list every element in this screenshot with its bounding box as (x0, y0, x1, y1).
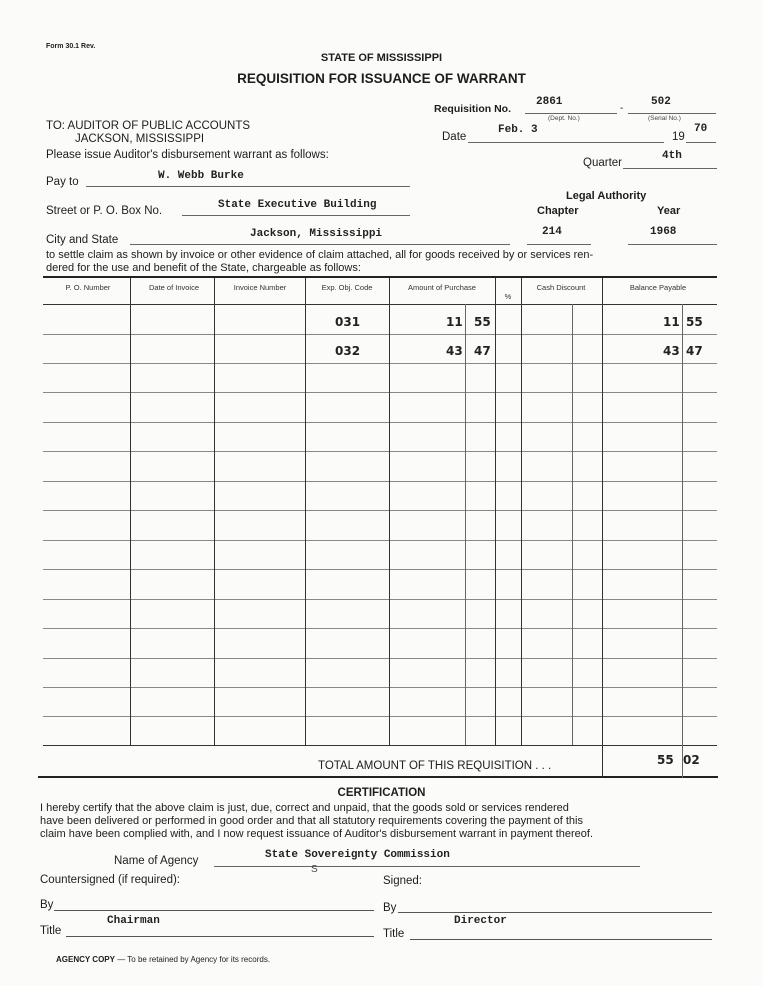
total-dollars: 55 (657, 753, 674, 767)
footer-bold: AGENCY COPY (56, 955, 115, 964)
agency-value: State Sovereignty Commission (265, 849, 450, 861)
row-2-exp-code: 032 (335, 344, 361, 358)
dept-caption: (Dept. No.) (548, 115, 580, 122)
header-balance-payable: Balance Payable (629, 283, 687, 292)
right-title-value: Director (454, 915, 507, 927)
countersigned-label: Countersigned (if required): (40, 874, 180, 886)
row-2-balance-cents: 47 (686, 344, 703, 358)
state-heading: STATE OF MISSISSIPPI (320, 52, 443, 64)
total-cents: 02 (683, 753, 700, 767)
row-2-balance-dollars: 43 (663, 344, 680, 358)
header-cash-discount: Cash Discount (536, 283, 586, 292)
dept-number: 2861 (536, 96, 563, 108)
certification-line-3: claim have been complied with, and I now request issuance of Auditor's disbursement warrant in payment thereof. (40, 828, 594, 840)
form-number: Form 30.1 Rev. (46, 43, 96, 50)
right-title-label: Title (383, 928, 405, 940)
date-year-suffix: 70 (694, 123, 708, 135)
left-by-label: By (40, 899, 54, 911)
serial-caption: (Serial No.) (648, 115, 681, 122)
chapter-value: 214 (542, 226, 562, 238)
city-label: City and State (46, 234, 119, 246)
page-title: REQUISITION FOR ISSUANCE OF WARRANT (237, 71, 526, 86)
header-amount-of-purchase: Amount of Purchase (408, 283, 476, 292)
street-label: Street or P. O. Box No. (46, 205, 163, 217)
row-1-balance-cents: 55 (686, 315, 703, 329)
signed-label: Signed: (383, 875, 423, 887)
date-label: Date (442, 131, 467, 143)
agency-mark: S (311, 864, 318, 875)
date-value: Feb. 3 (498, 124, 538, 136)
header-percent: % (504, 292, 512, 301)
settle-text-line-2: dered for the use and benefit of the State, chargeable as follows: (46, 262, 361, 274)
to-line-1: TO: AUDITOR OF PUBLIC ACCOUNTS (46, 120, 251, 132)
pay-to-value: W. Webb Burke (158, 170, 244, 182)
header-date-of-invoice: Date of Invoice (148, 283, 200, 292)
row-2-amount-dollars: 43 (446, 344, 463, 358)
header-exp-obj-code: Exp. Obj. Code (321, 283, 373, 292)
pay-to-label: Pay to (46, 176, 79, 188)
street-value: State Executive Building (218, 199, 377, 211)
quarter-value: 4th (662, 150, 682, 162)
header-po-number: P. O. Number (65, 283, 111, 292)
right-by-label: By (383, 902, 397, 914)
requisition-label: Requisition No. (434, 103, 511, 115)
year-label: Year (657, 205, 681, 217)
total-label: TOTAL AMOUNT OF THIS REQUISITION . . . (318, 760, 552, 772)
footer-note (56, 955, 270, 964)
row-1-amount-dollars: 11 (446, 315, 463, 329)
header-invoice-number: Invoice Number (233, 283, 287, 292)
chapter-label: Chapter (537, 205, 579, 217)
certification-line-1: I hereby certify that the above claim is just, due, correct and unpaid, that the goods sold or services rendered (40, 802, 569, 814)
settle-text-line-1: to settle claim as shown by invoice or other evidence of claim attached, all for goods received by or services ren- (46, 249, 594, 261)
quarter-label: Quarter (583, 157, 622, 169)
serial-number: 502 (651, 96, 671, 108)
certification-heading: CERTIFICATION (337, 787, 426, 799)
year-value: 1968 (650, 226, 677, 238)
row-2-amount-cents: 47 (474, 344, 491, 358)
row-1-exp-code: 031 (335, 315, 361, 329)
row-1-amount-cents: 55 (474, 315, 491, 329)
date-year-prefix: 19 (672, 131, 685, 143)
footer-rest: — To be retained by Agency for its records. (117, 955, 271, 964)
row-1-balance-dollars: 11 (663, 315, 680, 329)
please-issue-text: Please issue Auditor's disbursement warrant as follows: (46, 149, 329, 161)
agency-label: Name of Agency (114, 855, 199, 867)
left-title-label: Title (40, 925, 62, 937)
left-title-value: Chairman (107, 915, 160, 927)
legal-authority-label: Legal Authority (566, 190, 647, 202)
to-line-2: JACKSON, MISSISSIPPI (75, 133, 205, 145)
certification-line-2: have been delivered or performed in good order and that all statutory requirements covering the payment of this (40, 815, 583, 827)
city-value: Jackson, Mississippi (250, 228, 383, 240)
requisition-dash: - (620, 103, 624, 114)
